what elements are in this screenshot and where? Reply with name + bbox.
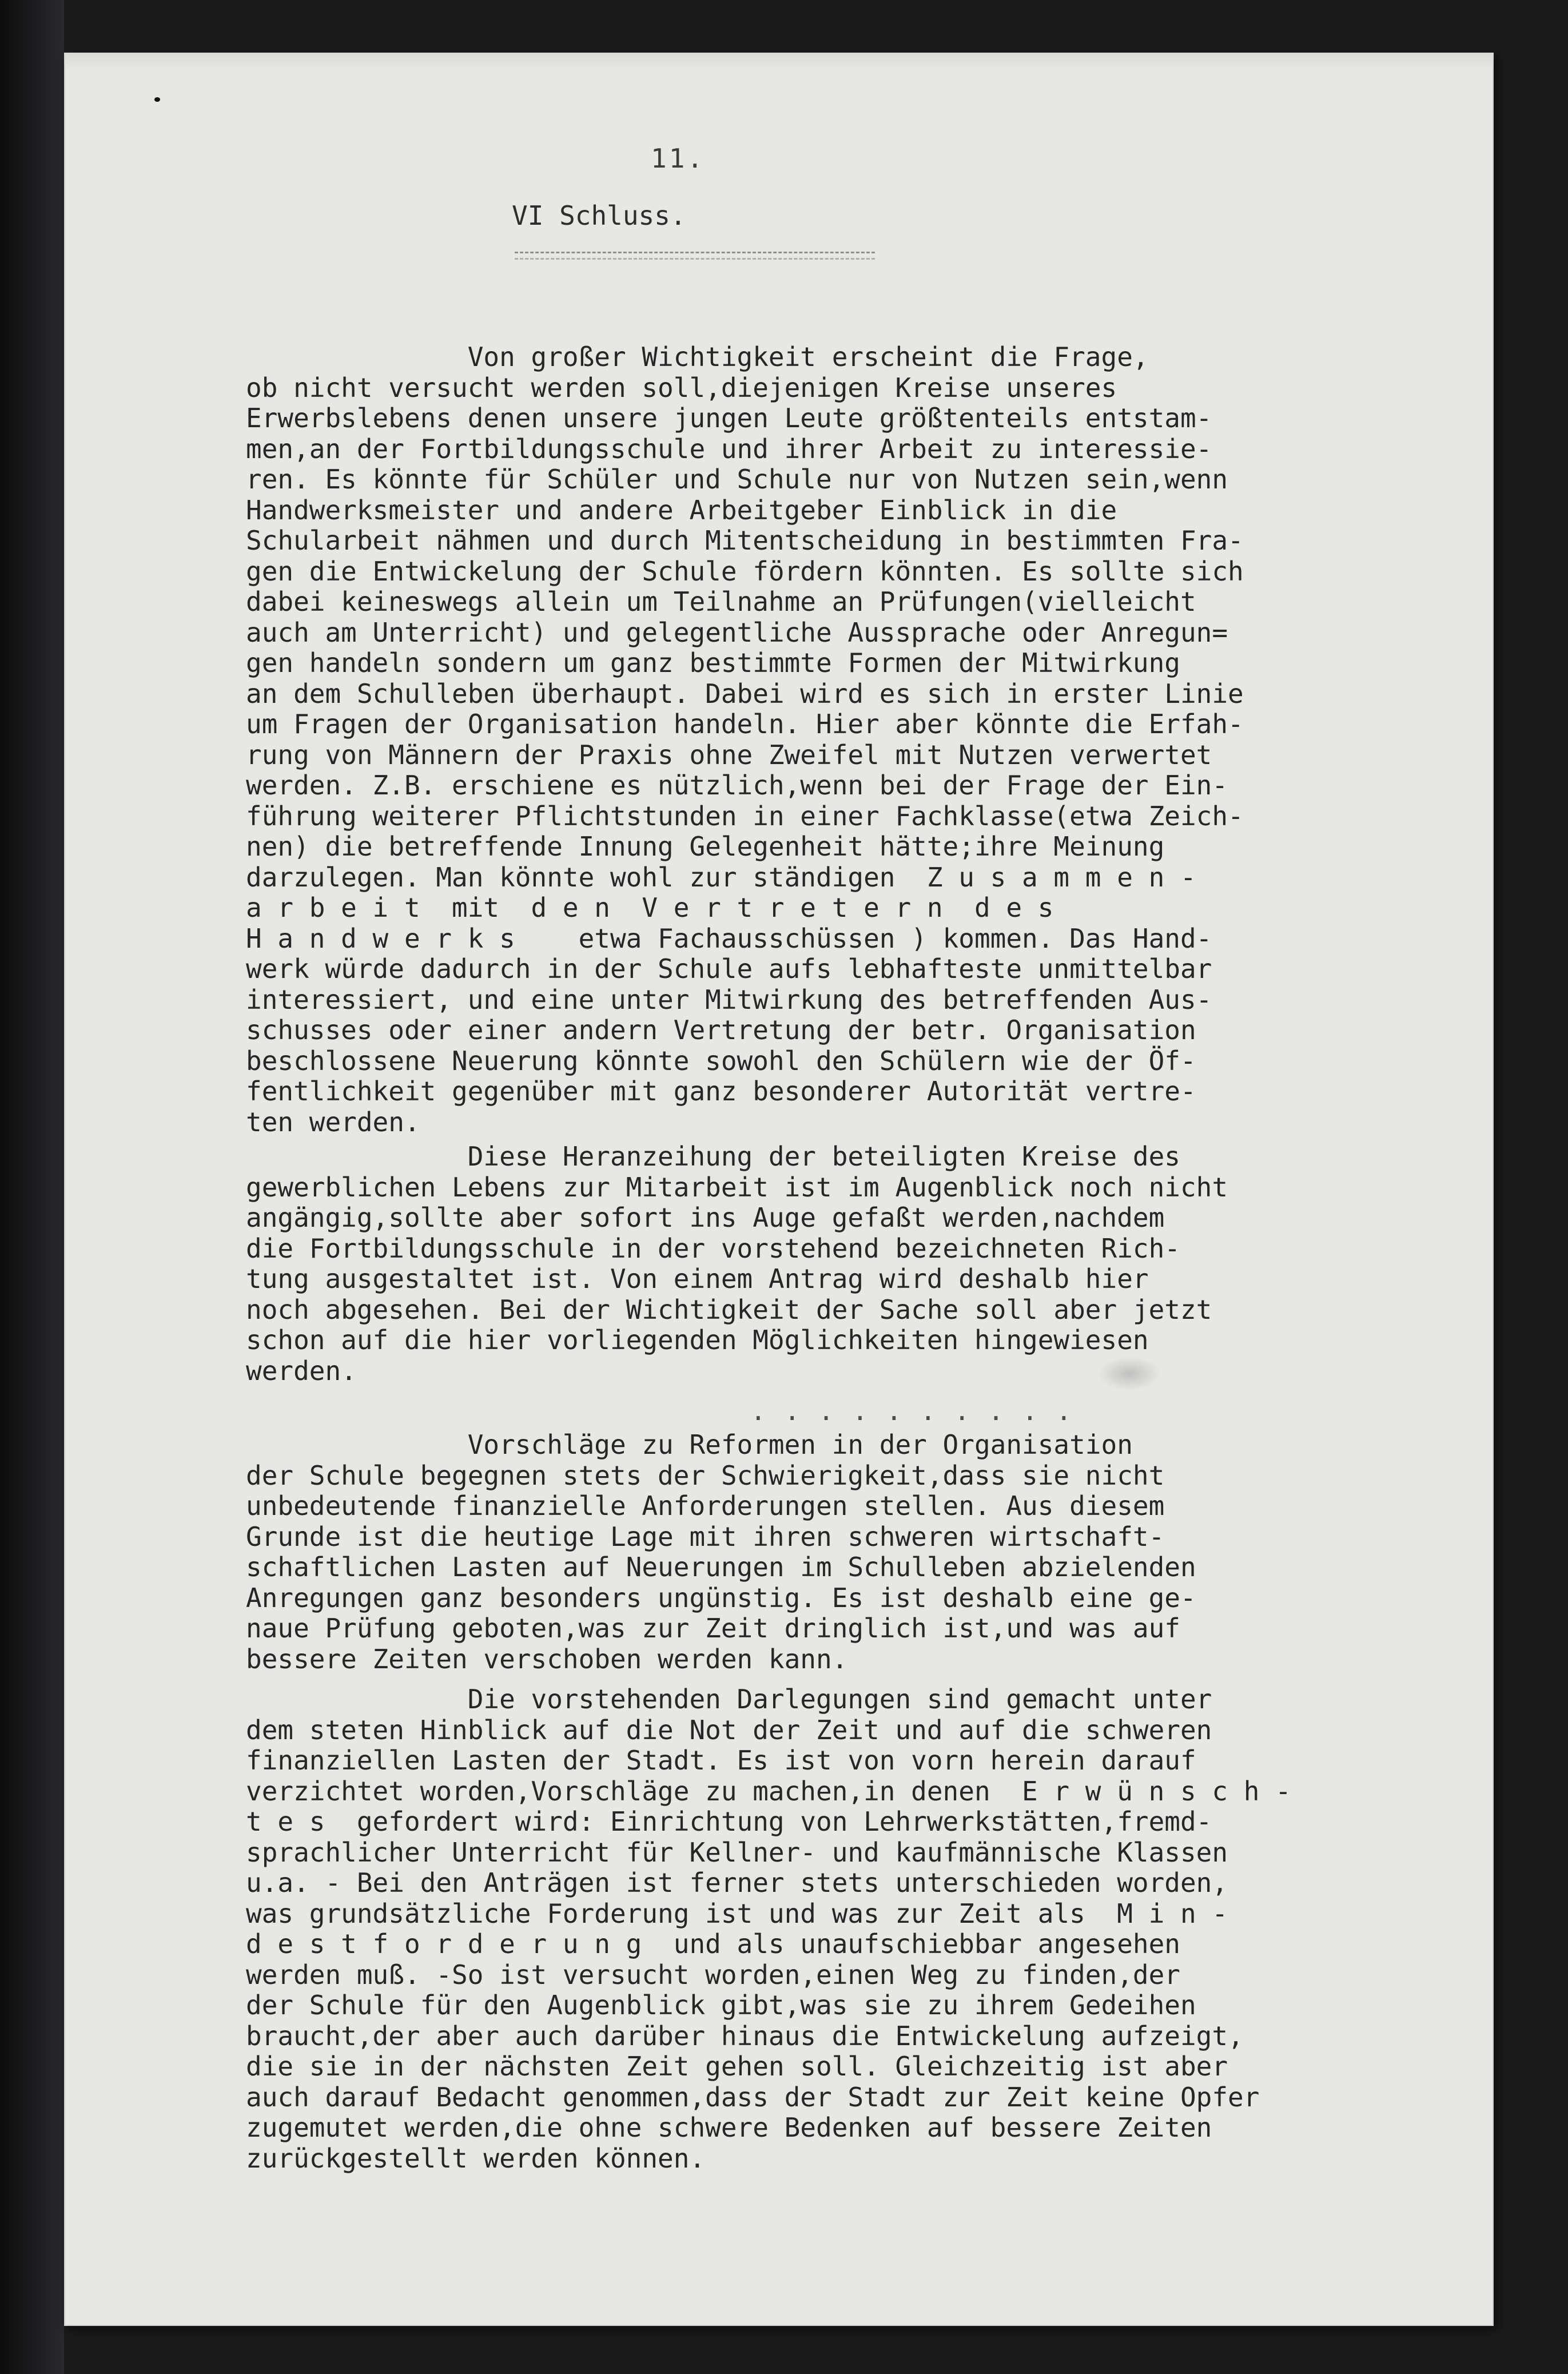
text-line: t e s gefordert wird: Einrichtung von Lehrwerkstätten,fremd- [246,1806,1212,1837]
text-line: auch darauf Bedacht genommen,dass der Stadt zur Zeit keine Opfer [246,2081,1260,2113]
text-line: führung weiterer Pflichtstunden in einer Fachklasse(etwa Zeich- [246,800,1244,832]
text-line: ob nicht versucht werden soll,diejenigen Kreise unseres [246,372,1117,403]
text-line: ten werden. [246,1106,420,1138]
text-line: fentlichkeit gegenüber mit ganz besonderer Autorität vertre- [246,1076,1196,1107]
text-line: um Fragen der Organisation handeln. Hier aber könnte die Erfah- [246,709,1244,739]
text-line: Von großer Wichtigkeit erscheint die Frage, [246,341,1149,372]
text-line: Vorschläge zu Reformen in der Organisation [246,1429,1133,1460]
text-line: nen) die betreffende Innung Gelegenheit hätte;ihre Meinung [246,831,1165,862]
paragraph-3 [246,1430,1475,1675]
text-line: a r b e i t mit d e n V e r t r e t e r n d e s [246,892,1054,923]
text-line: was grundsätzliche Forderung ist und was zur Zeit als M i n - [246,1898,1228,1929]
book-spine-shadow [0,0,64,2374]
text-line: der Schule begegnen stets der Schwierigkeit,dass sie nicht [246,1460,1165,1491]
text-line: werden muß. -So ist versucht worden,einen Weg zu finden,der [246,1959,1180,1990]
text-line: schon auf die hier vorliegenden Möglichkeiten hingewiesen [246,1325,1149,1355]
text-line: werden. [246,1355,357,1386]
text-line: die sie in der nächsten Zeit gehen soll. Gleichzeitig ist aber [246,2051,1228,2082]
text-line: beschlossene Neuerung könnte sowohl den Schülern wie der Öf- [246,1045,1196,1076]
text-line: Diese Heranzeihung der beteiligten Kreise des [246,1141,1180,1172]
text-line: dem steten Hinblick auf die Not der Zeit und auf die schweren [246,1714,1212,1745]
text-line: an dem Schulleben überhaupt. Dabei wird es sich in erster Linie [246,678,1244,709]
text-line: auch am Unterricht) und gelegentliche Aussprache oder Anregun= [246,617,1228,648]
page-top-edge [64,53,1494,70]
text-line: schaftlichen Lasten auf Neuerungen im Schulleben abzielenden [246,1552,1196,1582]
text-line: Die vorstehenden Darlegungen sind gemacht unter [246,1684,1212,1715]
section-separator: . . . . . . . . . . [750,1395,1073,1426]
text-line: noch abgesehen. Bei der Wichtigkeit der Sache soll aber jetzt [246,1294,1212,1325]
text-line: werk würde dadurch in der Schule aufs lebhafteste unmittelbar [246,953,1212,984]
text-line: Grunde ist die heutige Lage mit ihren schweren wirtschaft- [246,1521,1165,1552]
text-line: der Schule für den Augenblick gibt,was sie zu ihrem Gedeihen [246,1990,1196,2021]
text-line: interessiert, und eine unter Mitwirkung des betreffenden Aus- [246,984,1212,1015]
heading-underline [515,252,875,260]
text-line: Anregungen ganz besonders ungünstig. Es ist deshalb eine ge- [246,1582,1196,1613]
text-line: darzulegen. Man könnte wohl zur ständigen Z u s a m m e n - [246,861,1196,893]
section-heading: VI Schluss. [512,200,686,231]
text-line: gen handeln sondern um ganz bestimmte Formen der Mitwirkung [246,647,1180,678]
text-line: men,an der Fortbildungsschule und ihrer Arbeit zu interessie- [246,433,1212,464]
text-line: Schularbeit nähmen und durch Mitentscheidung in bestimmten Fra- [246,525,1244,556]
ink-dot-mark [154,97,160,102]
text-line: sprachlicher Unterricht für Kellner- und kaufmännische Klassen [246,1836,1228,1868]
text-line: tung ausgestaltet ist. Von einem Antrag wird deshalb hier [246,1263,1149,1294]
text-line: zurückgestellt werden können. [246,2142,706,2174]
text-line: zugemutet werden,die ohne schwere Bedenken auf bessere Zeiten [246,2112,1212,2143]
paragraph-1 [246,342,1475,1138]
text-line: u.a. - Bei den Anträgen ist ferner stets unterschieden worden, [246,1867,1228,1898]
text-line: Erwerbslebens denen unsere jungen Leute größtenteils entstam- [246,403,1212,434]
text-line: braucht,der aber auch darüber hinaus die Entwickelung aufzeigt, [246,2020,1244,2051]
text-line: werden. Z.B. erschiene es nützlich,wenn bei der Frage der Ein- [246,770,1228,801]
page-number: 11. [651,143,706,174]
text-line: finanziellen Lasten der Stadt. Es ist von vorn herein darauf [246,1745,1196,1776]
text-line: bessere Zeiten verschoben werden kann. [246,1643,848,1675]
text-line: unbedeutende finanzielle Anforderungen stellen. Aus diesem [246,1490,1165,1521]
text-line: gen die Entwickelung der Schule fördern könnten. Es sollte sich [246,555,1244,587]
text-line: verzichtet worden,Vorschläge zu machen,in denen E r w ü n s c h - [246,1775,1291,1807]
ink-smudge [1098,1357,1161,1391]
text-line: naue Prüfung geboten,was zur Zeit dringlich ist,und was auf [246,1613,1180,1644]
text-line: die Fortbildungsschule in der vorstehend bezeichneten Rich- [246,1232,1180,1264]
text-line: H a n d w e r k s etwa Fachausschüssen ) kommen. Das Hand- [246,922,1212,954]
text-line: rung von Männern der Praxis ohne Zweifel mit Nutzen verwertet [246,739,1212,770]
text-line: ren. Es könnte für Schüler und Schule nur von Nutzen sein,wenn [246,464,1228,495]
paragraph-2 [246,1142,1475,1386]
text-line: Handwerksmeister und andere Arbeitgeber Einblick in die [246,494,1117,526]
text-line: dabei keineswegs allein um Teilnahme an Prüfungen(vielleicht [246,586,1196,617]
text-line: schusses oder einer andern Vertretung der betr. Organisation [246,1015,1196,1045]
text-line: d e s t f o r d e r u n g und als unaufschiebbar angesehen [246,1928,1180,1959]
paragraph-4 [246,1684,1475,2174]
text-line: gewerblichen Lebens zur Mitarbeit ist im Augenblick noch nicht [246,1171,1228,1203]
text-line: angängig,sollte aber sofort ins Auge gefaßt werden,nachdem [246,1202,1165,1233]
